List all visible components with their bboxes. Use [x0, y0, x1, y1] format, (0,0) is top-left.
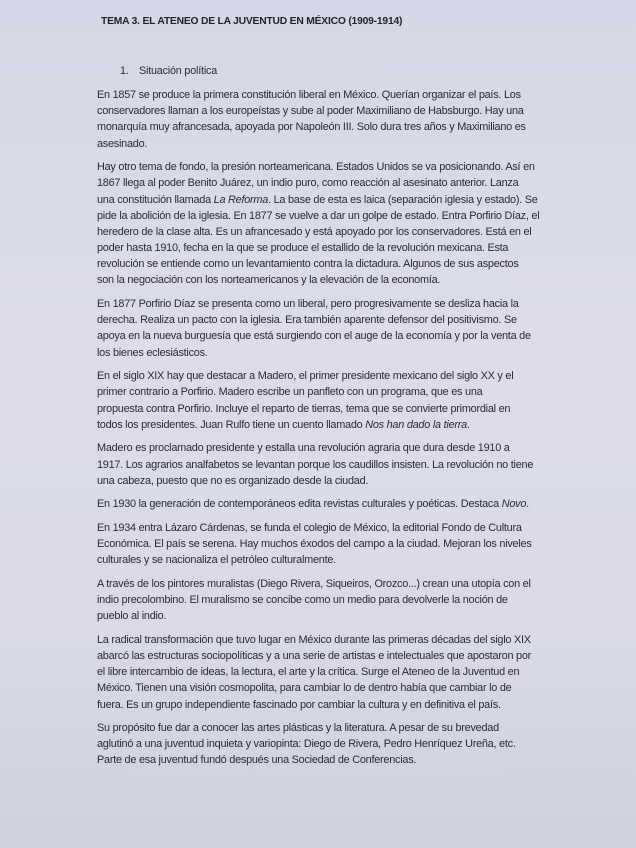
text-line: revolución se entiende como un levantamiento contra la dictadura. Algunos de sus aspectos — [97, 258, 519, 271]
paragraph — [97, 159, 572, 289]
text-line: Madero es proclamado presidente y estalla una revolución agraria que dura desde 1910 a — [97, 442, 510, 455]
paragraph — [97, 440, 572, 489]
text-line: La radical transformación que tuvo lugar en México durante las primeras décadas del siglo XIX — [97, 633, 531, 646]
text-line: abarcó las estructuras sociopolíticas y a una serie de artistas e intelectuales que apostaron por — [97, 649, 532, 662]
text-line: monarquía muy afrancesada, apoyada por Napoleón III. Solo dura tres años y Maximiliano es — [97, 121, 526, 134]
paragraph — [97, 520, 572, 569]
text-line: En 1934 entra Lázaro Cárdenas, se funda el colegio de México, la editorial Fondo de Cultura — [97, 521, 522, 534]
text-line: pueblo al indio. — [97, 610, 167, 623]
paragraph — [97, 632, 572, 713]
text-line — [97, 496, 572, 512]
text-line: culturales y se nacionaliza el petróleo culturalmente. — [97, 554, 336, 567]
paragraph — [97, 576, 572, 625]
document-title: TEMA 3. EL ATENEO DE LA JUVENTUD EN MÉXICO (1909-1914) — [101, 16, 403, 27]
italic-title: Novo — [501, 498, 527, 511]
text-line: los bienes eclesiásticos. — [97, 346, 208, 359]
paragraph — [97, 720, 572, 769]
text-line: A través de los pintores muralistas (Diego Rivera, Siqueiros, Orozco...) crean una utopía con el — [97, 577, 531, 590]
text-line: Su propósito fue dar a conocer las artes plásticas y la literatura. A pesar de su brevedad — [97, 722, 499, 735]
text-segment: . — [526, 498, 529, 511]
text-line: 1917. Los agrarios analfabetos se levantan porque los caudillos insisten. La revolución no tiene — [97, 458, 534, 471]
text-line: pide la abolición de la iglesia. En 1877 se vuelve a dar un golpe de estado. Entra Porfirio Díaz, el — [97, 209, 540, 222]
text-line: una cabeza, puesto que no es organizado desde la ciudad. — [97, 474, 369, 487]
italic-title: Nos han dado la tierra — [365, 418, 467, 431]
text-line: asesinado. — [97, 137, 148, 150]
paragraph — [97, 296, 572, 361]
text-line — [97, 417, 572, 433]
paragraph — [97, 87, 572, 152]
text-line: En 1877 Porfirio Díaz se presenta como un liberal, pero progresivamente se desliza hacia la — [97, 298, 519, 311]
text-line: aglutinó a una juventud inquieta y variopinta: Diego de Rivera, Pedro Henríquez Ureña, etc. — [97, 738, 516, 751]
section-label: Situación política — [139, 65, 218, 77]
text-line: México. Tienen una visión cosmopolita, para cambiar lo de dentro había que cambiar lo de — [97, 682, 512, 695]
text-line: el libre intercambio de ideas, la lectura, el arte y la crítica. Surge el Ateneo de la Juventud en — [97, 666, 520, 679]
text-line: poder hasta 1910, fecha en la que se produce el estallido de la revolución mexicana. Esta — [97, 242, 509, 255]
text-segment: una constitución llamada — [97, 193, 214, 206]
text-line: En el siglo XIX hay que destacar a Madero, el primer presidente mexicano del siglo XX y el — [97, 370, 514, 383]
text-line: Económica. El país se serena. Hay muchos éxodos del campo a la ciudad. Mejoran los niveles — [97, 538, 532, 551]
text-line: derecha. Realiza un pacto con la iglesia. Era también aparente defensor del positivismo. Se — [97, 314, 517, 327]
text-line: Parte de esa juventud fundó después una Sociedad de Conferencias. — [97, 754, 417, 767]
text-line: primer contrario a Porfirio. Madero escribe un panfleto con un programa, que es una — [97, 386, 483, 399]
text-line: heredero de la clase alta. Es un afrancesado y está apoyado por los conservadores. Está en el — [97, 225, 532, 238]
text-segment: En 1930 la generación de contemporáneos edita revistas culturales y poéticas. Destaca — [97, 498, 502, 511]
text-segment: . La base de esta es laica (separación iglesia y estado). Se — [268, 193, 538, 206]
section-number: 1. — [120, 65, 129, 77]
text-line: fuera. Es un grupo independiente fascinado por cambiar la cultura y en definitiva el país. — [97, 698, 501, 711]
text-segment: todos los presidentes. Juan Rulfo tiene un cuento llamado — [97, 418, 366, 431]
text-segment: . — [466, 418, 470, 431]
section-heading — [120, 65, 217, 77]
text-line: En 1857 se produce la primera constitución liberal en México. Querían organizar el país. Los — [97, 89, 521, 101]
text-line — [97, 192, 572, 208]
paragraph — [97, 368, 572, 433]
text-line: son la negociación con los norteamericanos y la elevación de la economía. — [97, 274, 441, 287]
text-line: Hay otro tema de fondo, la presión norteamericana. Estados Unidos se va posicionando. Así en — [97, 161, 535, 174]
italic-title: La Reforma — [213, 193, 269, 206]
text-line: apoya en la nueva burguesía que está surgiendo con el auge de la economía y por la venta de — [97, 330, 531, 343]
text-line: indio precolombino. El muralismo se concibe como un medio para devolverle la noción de — [97, 593, 508, 606]
paragraph — [97, 496, 572, 512]
document-body — [97, 87, 572, 776]
text-line: propuesta contra Porfirio. Incluye el reparto de tierras, tema que se convierte primordial en — [97, 402, 511, 415]
text-line: conservadores llaman a los europeístas y sube al poder Maximiliano de Habsburgo. Hay una — [97, 105, 524, 118]
text-line: 1867 llega al poder Benito Juárez, un indio puro, como reacción al asesinato anterior. Lanza — [97, 177, 519, 190]
